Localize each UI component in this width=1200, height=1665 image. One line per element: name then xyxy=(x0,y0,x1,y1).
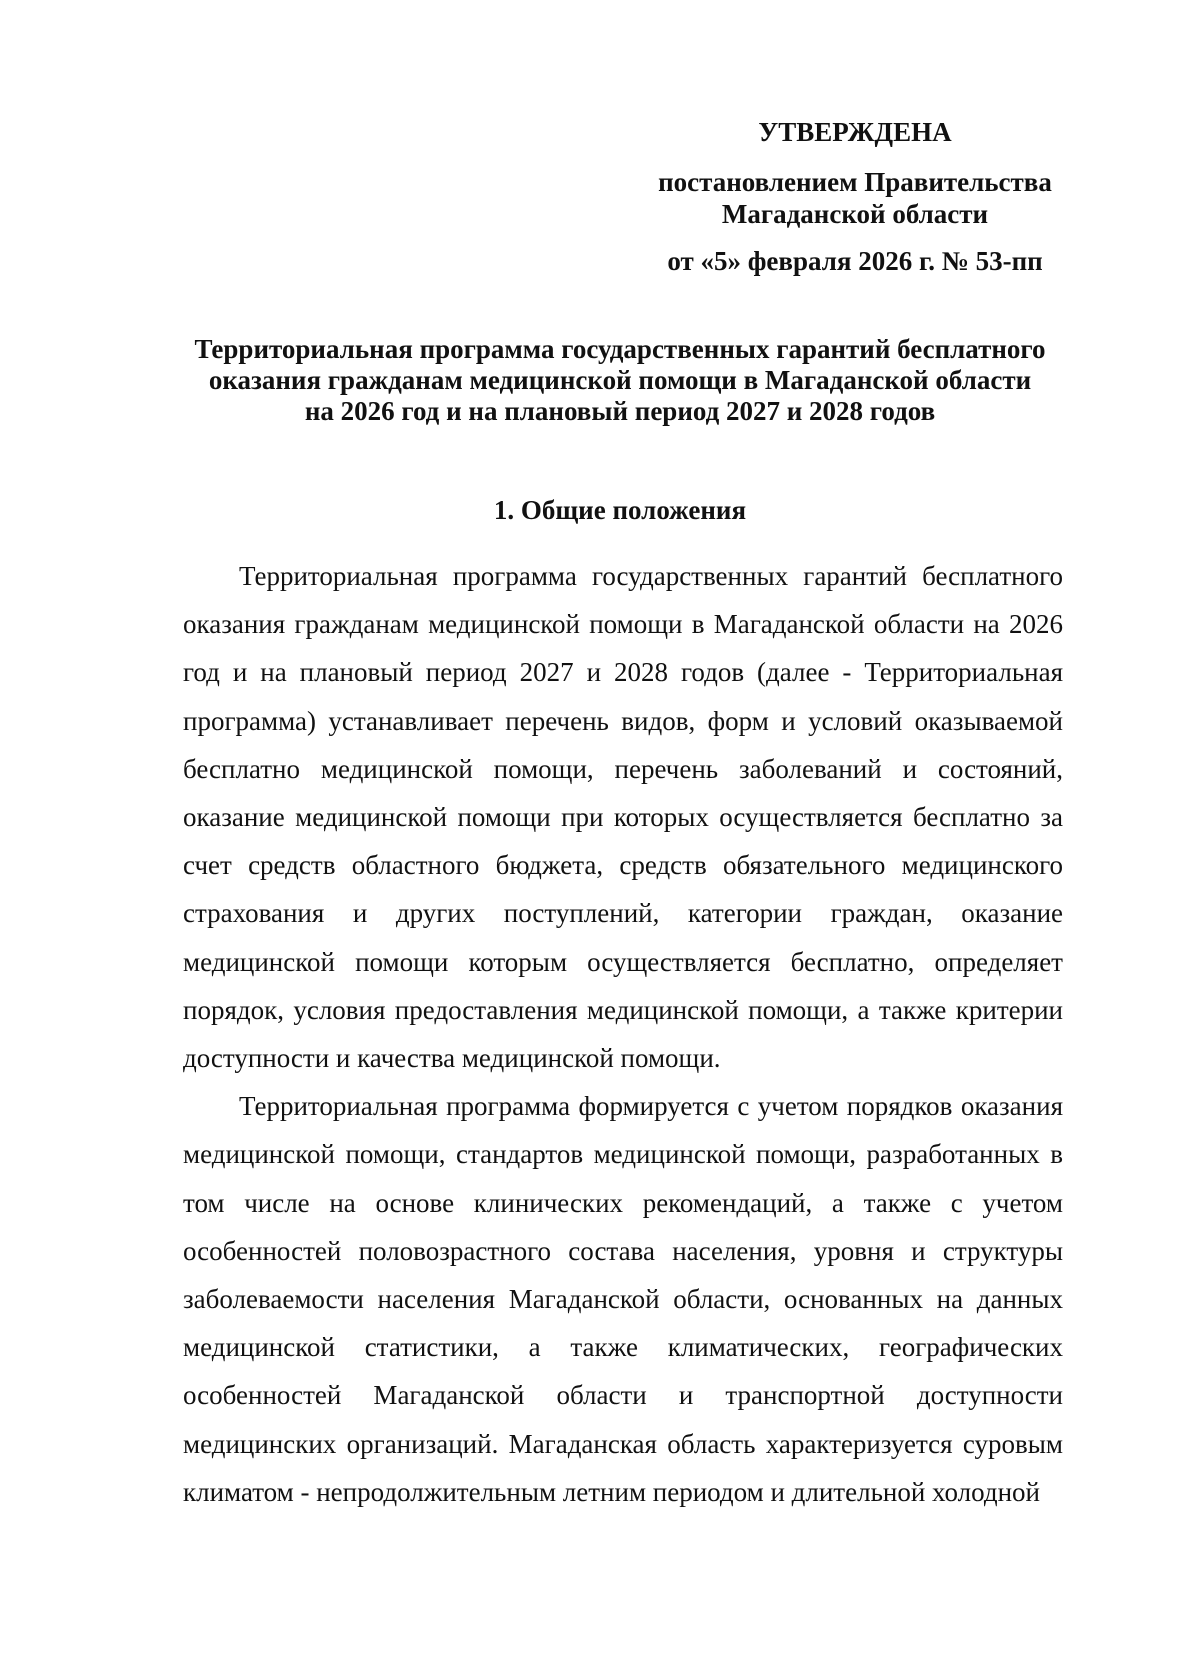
approval-date: от «5» февраля 2026 г. № 53-пп xyxy=(667,246,1043,276)
section-heading: 1. Общие положения xyxy=(493,495,747,525)
paragraph-1: Территориальная программа государственных гарантий бесплатного оказания гражданам медицинской помощи в Магаданской области на 2026 год и на плановый период 2027 и 2028 годов (далее - Территориальная программа) устанавливает перечень видов, форм и условий оказываемой бесплатно медицинской помощи, перечень заболеваний и состояний, оказание медицинской помощи при которых осуществляется бесплатно за счет средств областного бюджета, средств обязательного медицинского страхования и других поступлений, категории граждан, оказание медицинской помощи которым осуществляется бесплатно, определяет порядок, условия предоставления медицинской помощи, а также критерии доступности и качества медицинской помощи. xyxy=(183,561,1063,1074)
title-line-1: Территориальная программа государственных гарантий бесплатного xyxy=(194,334,1046,364)
approval-stamp-block xyxy=(640,112,1070,278)
body-text xyxy=(183,552,1063,1516)
title-line-2: оказания гражданам медицинской помощи в Магаданской области xyxy=(208,365,1032,395)
paragraph-2: Территориальная программа формируется с учетом порядков оказания медицинской помощи, стандартов медицинской помощи, разработанных в том числе на основе клинических рекомендаций, а также с учетом особенностей половозрастного состава населения, уровня и структуры заболеваемости населения Магаданской области, основанных на данных медицинской статистики, а также климатических, географических особенностей Магаданской области и транспортной доступности медицинских организаций. Магаданская область характеризуется суровым климатом - непродолжительным летним периодом и длительной холодной xyxy=(183,1091,1063,1507)
approval-heading: УТВЕРЖДЕНА xyxy=(758,117,952,147)
document-title xyxy=(130,334,1110,427)
approval-line-1: постановлением Правительства xyxy=(658,167,1052,197)
title-line-3: на 2026 год и на плановый период 2027 и 2028 годов xyxy=(304,396,936,426)
approval-line-2: Магаданской области xyxy=(721,199,989,229)
